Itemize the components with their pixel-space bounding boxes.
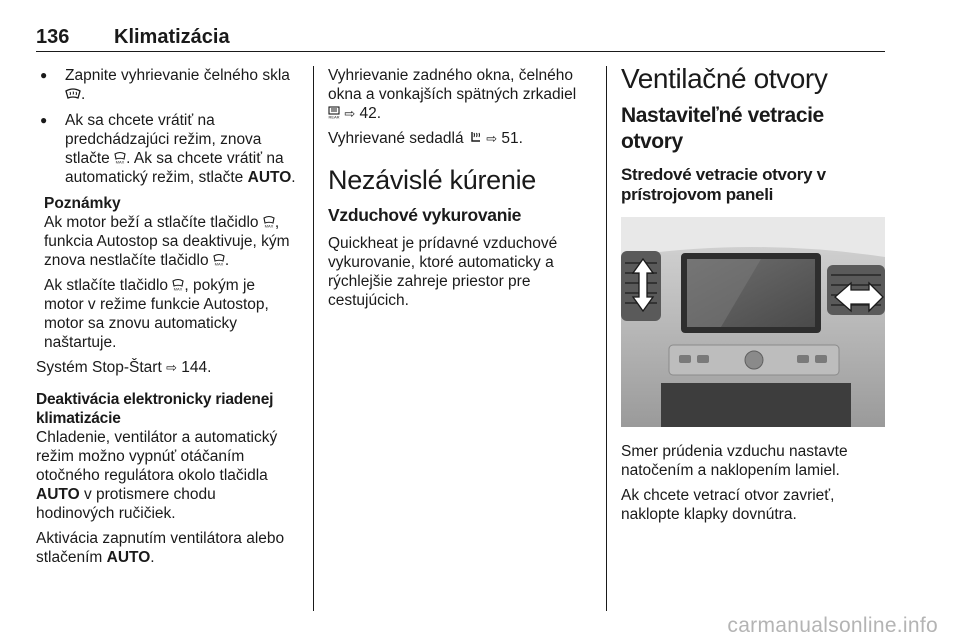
heated-seat-icon — [468, 131, 482, 145]
svg-text:MAX: MAX — [174, 286, 183, 291]
svg-text:MAX: MAX — [214, 261, 224, 266]
windshield-heat-icon — [65, 88, 81, 100]
note-box — [36, 194, 298, 352]
column-divider — [313, 66, 314, 611]
max-defrost-icon — [114, 151, 126, 164]
chapter-title: Klimatizácia — [114, 26, 230, 48]
svg-text:MAX: MAX — [115, 159, 125, 164]
page-reference-icon: ⇨ — [344, 106, 356, 121]
list-item: ● Ak sa chcete vrátiť na predchádzajúci režim, znova stlačte MAX . Ak sa chcete vrátiť na automatický režim, stlačte AUTO. — [36, 111, 298, 187]
max-defrost-icon — [172, 278, 184, 291]
column-3 — [621, 63, 885, 530]
section-heading: Ventilačné otvory — [621, 63, 828, 94]
column-1 — [36, 66, 298, 573]
paragraph: Aktivácia zapnutím ventilátora alebo stlačením AUTO. — [36, 530, 285, 566]
note-paragraph: Ak stlačíte tlačidlo MAX , pokým je motor v režime funkcie Autostop, motor sa znovu automaticky naštartuje. — [44, 277, 269, 351]
section-subheading: Nastaviteľné vetracie otvory — [621, 104, 824, 153]
rear-window-heat-icon — [328, 106, 340, 119]
paragraph: Smer prúdenia vzduchu nastavte natočením a naklopením lamiel. — [621, 443, 848, 479]
column-2 — [328, 66, 590, 316]
column-divider — [606, 66, 607, 611]
page-header — [36, 26, 885, 52]
note-paragraph: Ak motor beží a stlačíte tlačidlo MAX , funkcia Autostop sa deaktivuje, kým znova nestlačíte tlačidlo MAX . — [44, 214, 290, 269]
watermark: carmanualsonline.info — [727, 614, 938, 637]
max-defrost-icon — [213, 253, 225, 266]
section-subheading: Vzduchové vykurovanie — [328, 205, 522, 225]
page-reference-icon: ⇨ — [166, 360, 177, 375]
section-heading: Nezávislé kúrenie — [328, 165, 536, 195]
section-subheading: Deaktivácia elektronicky riadenej klimatizácie — [36, 391, 274, 427]
svg-text:MAX: MAX — [264, 223, 274, 228]
cross-reference: Systém Stop-Štart ⇨ 144. — [36, 359, 212, 376]
paragraph: Ak chcete vetrací otvor zavrieť, naklopte klapky dovnútra. — [621, 487, 835, 523]
section-subheading: Stredové vetracie otvory v prístrojovom paneli — [621, 165, 826, 204]
svg-text:REAR: REAR — [328, 114, 340, 119]
page-number: 136 — [36, 26, 70, 48]
dashboard-vents-illustration — [621, 217, 885, 427]
paragraph: Quickheat je prídavné vzduchové vykurovanie, ktoré automaticky a rýchlejšie zahreje priestor pre cestujúcich. — [328, 235, 558, 309]
paragraph: Chladenie, ventilátor a automatický režim možno vypnúť otáčaním otočného regulátora okolo tlačidla AUTO v protismere chodu hodinových ručičiek. — [36, 429, 278, 522]
max-defrost-icon — [263, 215, 275, 228]
cross-reference: Vyhrievanie zadného okna, čelného okna a vonkajších spätných zrkadiel REAR ⇨ 42. — [328, 67, 577, 122]
note-title: Poznámky — [44, 195, 121, 212]
list-item: ● Zapnite vyhrievanie čelného skla . — [36, 66, 298, 104]
cross-reference: Vyhrievané sedadlá ⇨ 51. — [328, 130, 523, 147]
page-reference-icon: ⇨ — [486, 131, 498, 146]
